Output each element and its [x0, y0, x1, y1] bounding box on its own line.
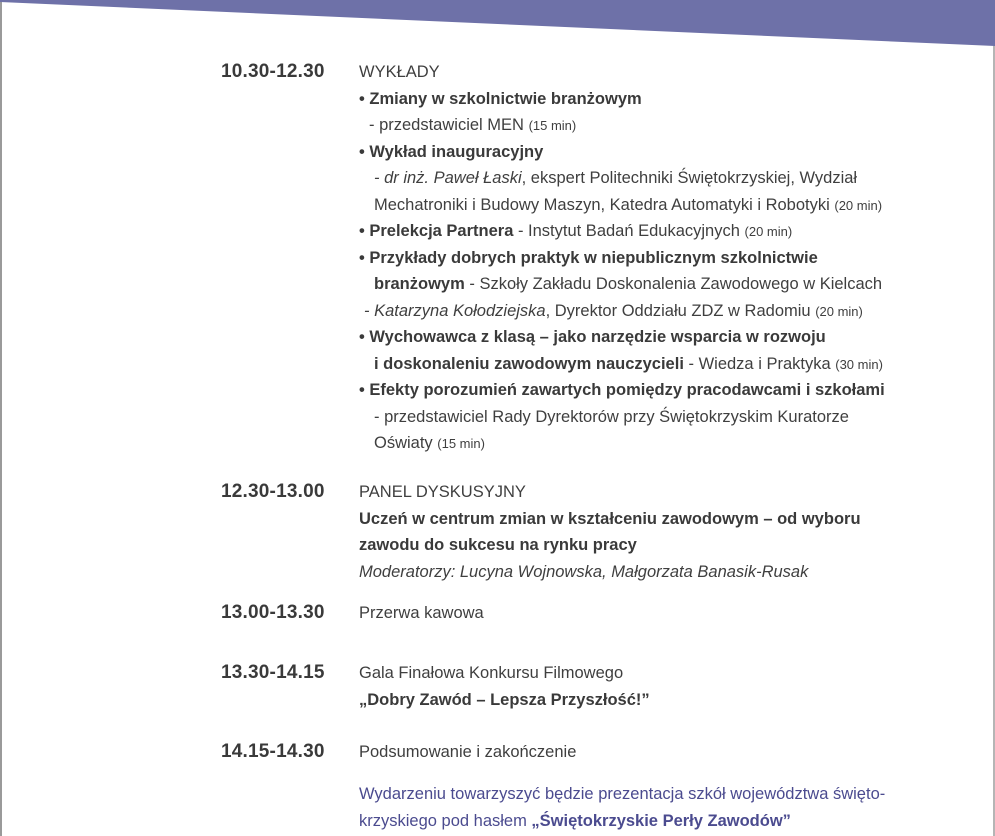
footer-slogan: „Świętokrzyskie Perły Zawodów”	[531, 811, 791, 830]
lecture-speaker	[359, 298, 885, 325]
session-time: 12.30-13.00	[221, 481, 325, 502]
lecture-title-text: i doskonaleniu zawodowym nauczycieli	[374, 354, 684, 373]
panel-moderators: Moderatorzy: Lucyna Wojnowska, Małgorzata Banasik-Rusak	[359, 562, 809, 581]
page-left-border	[0, 0, 2, 836]
lecture-title: • Przykłady dobrych praktyk w niepublicznym szkolnictwie	[359, 248, 818, 267]
session-title: WYKŁADY	[359, 63, 440, 81]
duration-text: (30 min)	[835, 356, 883, 372]
speaker-text: Mechatroniki i Budowy Maszyn, Katedra Automatyki i Robotyki	[374, 195, 830, 214]
footer-text: krzyskiego pod hasłem	[359, 811, 532, 830]
lecture-title-text: branżowym	[374, 275, 465, 293]
lecture-speaker	[359, 192, 885, 219]
lecture-speaker	[359, 112, 885, 139]
lecture-title	[359, 218, 885, 245]
session-panel	[359, 479, 861, 585]
duration-text: (20 min)	[815, 303, 863, 319]
panel-topic: zawodu do sukcesu na rynku pracy	[359, 536, 637, 554]
lecture-title: • Efekty porozumień zawartych pomiędzy pracodawcami i szkołami	[359, 381, 885, 399]
speaker-text: - Szkoły Zakładu Doskonalenia Zawodowego w Kielcach	[464, 275, 883, 293]
gala-title: „Dobry Zawód – Lepsza Przyszłość!”	[359, 690, 650, 709]
session-title: Przerwa kawowa	[359, 604, 484, 622]
lecture-title: • Wychowawca z klasą – jako narzędzie wsparcia w rozwoju	[359, 328, 826, 346]
session-break	[359, 600, 484, 627]
footer-line: Wydarzeniu towarzyszyć będzie prezentacja szkół województwa święto-	[359, 785, 886, 803]
session-time: 10.30-12.30	[221, 61, 325, 82]
session-title: PANEL DYSKUSYJNY	[359, 483, 526, 501]
session-time: 14.15-14.30	[221, 741, 325, 762]
speaker-text: - Wiedza i Praktyka	[683, 354, 831, 373]
session-summary	[359, 739, 576, 766]
lecture-title: • Zmiany w szkolnictwie branżowym	[359, 89, 642, 108]
session-gala	[359, 660, 650, 713]
speaker-name: - dr inż. Paweł Łaski	[374, 169, 522, 187]
lecture-speaker	[359, 165, 885, 192]
panel-topic: Uczeń w centrum zmian w kształceniu zawodowym – od wyboru	[359, 509, 861, 528]
lecture-title-text: • Prelekcja Partnera	[359, 222, 514, 240]
speaker-text: , ekspert Politechniki Świętokrzyskiej, Wydział	[521, 169, 858, 187]
session-time: 13.30-14.15	[221, 662, 325, 683]
lecture-title: • Wykład inauguracyjny	[359, 142, 544, 161]
top-banner-shape	[0, 0, 995, 48]
speaker-text: - przedstawiciel MEN	[369, 116, 524, 134]
session-lectures	[359, 59, 885, 457]
lecture-speaker	[359, 430, 885, 457]
session-title: Podsumowanie i zakończenie	[359, 743, 577, 761]
speaker-text: , Dyrektor Oddziału ZDZ w Radomiu	[545, 301, 811, 320]
footer-note	[359, 781, 885, 834]
duration-text: (15 min)	[437, 436, 485, 451]
lecture-title	[359, 271, 885, 298]
speaker-text: - Instytut Badań Edukacyjnych	[513, 222, 740, 240]
speaker-text: Oświaty	[374, 434, 433, 452]
session-time: 13.00-13.30	[221, 602, 325, 623]
footer-line	[359, 808, 885, 835]
lecture-speaker: - przedstawiciel Rady Dyrektorów przy Świętokrzyskim Kuratorze	[374, 407, 849, 426]
session-title: Gala Finałowa Konkursu Filmowego	[359, 664, 624, 682]
duration-text: (20 min)	[834, 197, 883, 213]
duration-text: (15 min)	[528, 118, 577, 133]
lecture-title	[359, 351, 885, 378]
banner-polygon	[0, 0, 995, 46]
speaker-name: - Katarzyna Kołodziejska	[364, 301, 546, 320]
duration-text: (20 min)	[744, 224, 793, 239]
